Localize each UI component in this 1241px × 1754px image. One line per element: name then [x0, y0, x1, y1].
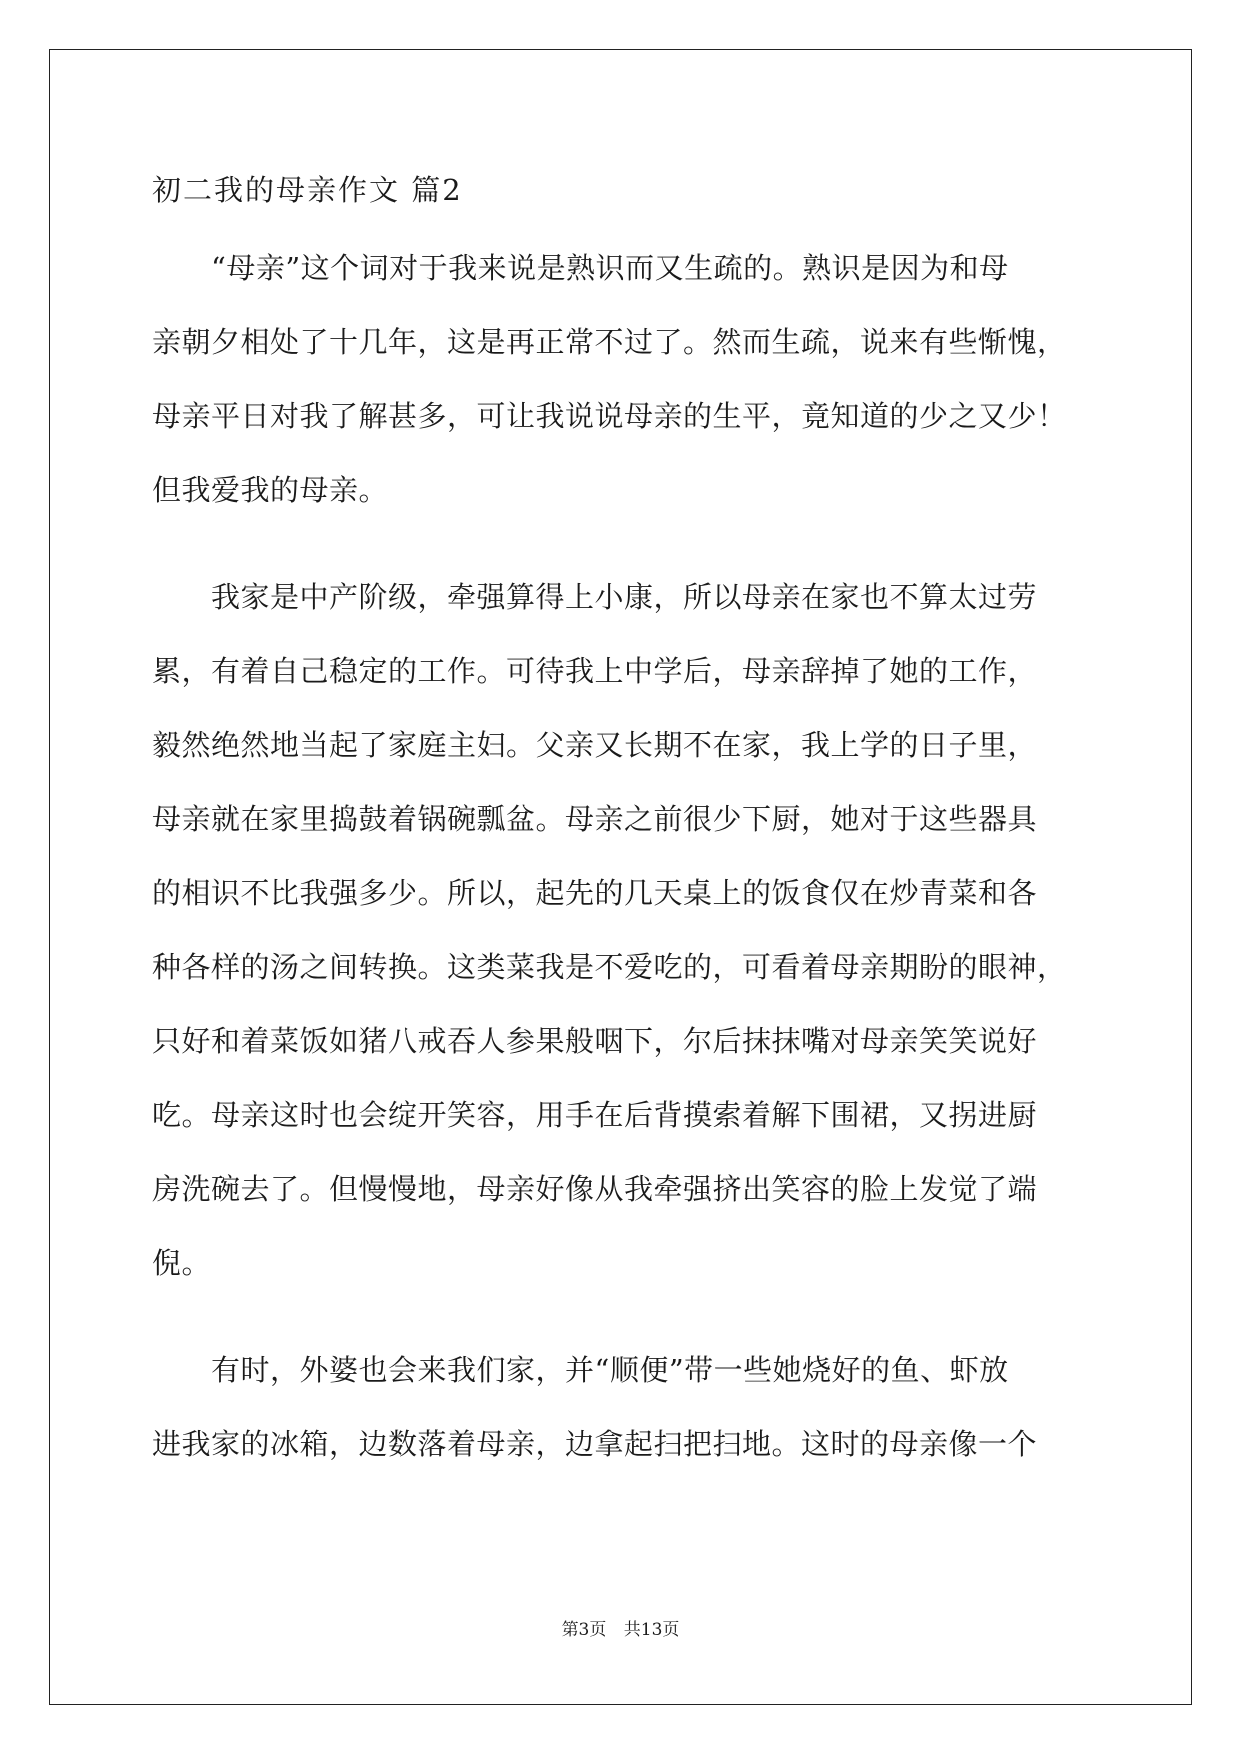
body-line: 吃。母亲这时也会绽开笑容，用手在后背摸索着解下围裙，又拐进厨	[152, 1098, 1038, 1132]
body-line: 房洗碗去了。但慢慢地，母亲好像从我牵强挤出笑容的脸上发觉了端	[152, 1172, 1038, 1206]
body-line: 有时，外婆也会来我们家，并“顺便”带一些她烧好的鱼、虾放	[152, 1353, 1009, 1387]
body-line: 倪。	[152, 1246, 212, 1280]
body-line: 毅然绝然地当起了家庭主妇。父亲又长期不在家，我上学的日子里，	[152, 728, 1038, 762]
body-line: 累，有着自己稳定的工作。可待我上中学后，母亲辞掉了她的工作，	[152, 654, 1038, 688]
body-line: “母亲”这个词对于我来说是熟识而又生疏的。熟识是因为和母	[152, 251, 1009, 285]
body-line: 但我爱我的母亲。	[152, 473, 389, 507]
body-line: 母亲就在家里捣鼓着锅碗瓢盆。母亲之前很少下厨，她对于这些器具	[152, 802, 1038, 836]
body-line: 我家是中产阶级，牵强算得上小康，所以母亲在家也不算太过劳	[152, 580, 1038, 614]
body-line: 母亲平日对我了解甚多，可让我说说母亲的生平，竟知道的少之又少！	[152, 399, 1067, 433]
body-line: 亲朝夕相处了十几年，这是再正常不过了。然而生疏，说来有些惭愧，	[152, 325, 1067, 359]
page-total: 共13页	[623, 1620, 680, 1640]
page-footer	[0, 1618, 1241, 1642]
body-line: 的相识不比我强多少。所以，起先的几天桌上的饭食仅在炒青菜和各	[152, 876, 1038, 910]
body-line: 种各样的汤之间转换。这类菜我是不爱吃的，可看着母亲期盼的眼神，	[152, 950, 1067, 984]
page-number: 第3页	[561, 1620, 607, 1640]
body-line: 进我家的冰箱，边数落着母亲，边拿起扫把扫地。这时的母亲像一个	[152, 1427, 1038, 1461]
document-title: 初二我的母亲作文 篇2	[152, 173, 463, 207]
body-line: 只好和着菜饭如猪八戒吞人参果般咽下，尔后抹抹嘴对母亲笑笑说好	[152, 1024, 1038, 1058]
